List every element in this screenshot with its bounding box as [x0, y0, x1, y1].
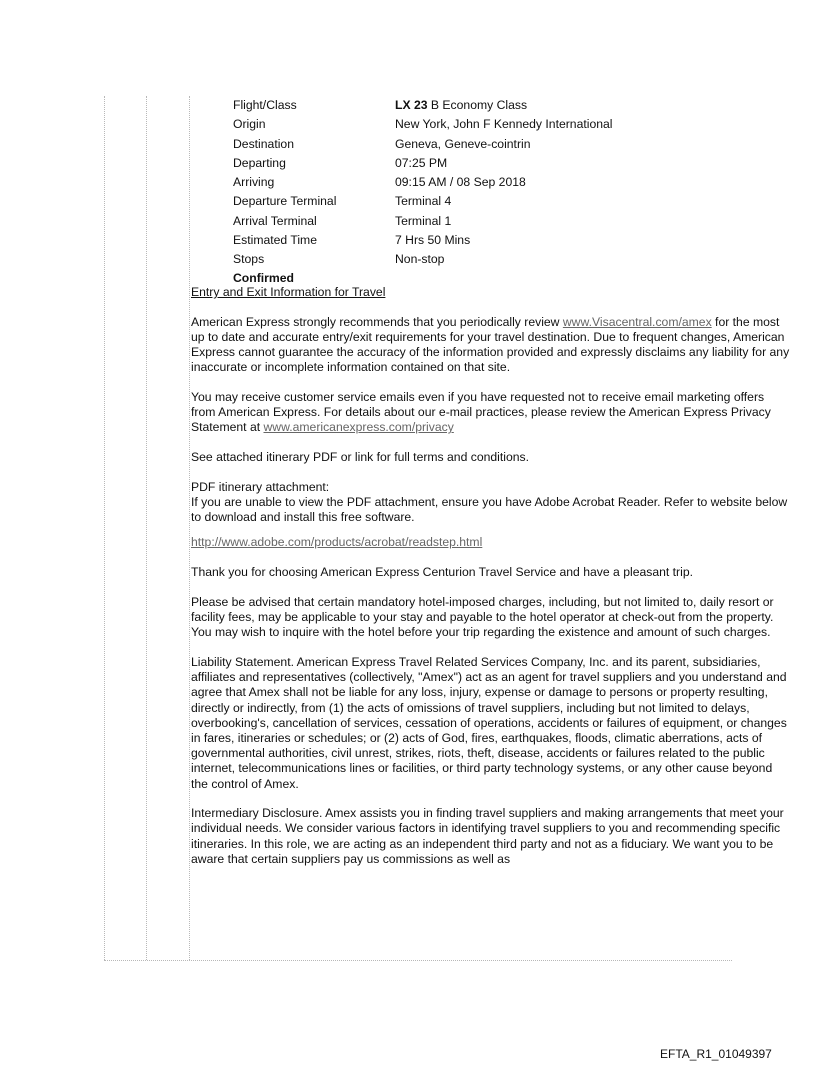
pdf-heading: PDF itinerary attachment: [191, 479, 330, 494]
entry-exit-heading: Entry and Exit Information for Travel [191, 285, 386, 299]
liability-paragraph: Liability Statement. American Express Travel Related Services Company, Inc. and its parent, subsidiaries, affiliates and representatives (collectively, "Amex") act as an agent for travel suppliers and you understand and agree that Amex shall not be liable for any loss, injury, expense or damage to persons or property resulting, directly or indirectly, from (1) the acts of omissions of travel suppliers, including but not limited to delays, overbooking's, cancellation of services, cessation of operations, accidents or failures of equipment, or changes in fares, itineraries or schedules; or (2) acts of God, fires, earthquakes, floods, climatic aberrations, acts of governmental authorities, civil unrest, strikes, riots, theft, disease, accidents or failures related to the public internet, telecommunications lines or facilities, or third party technology systems, or any other cause beyond the control of Amex. [191, 654, 787, 791]
privacy-text: You may receive customer service emails even if you have requested not to receive email marketing offers from American Express. For details about our e-mail practices, please review the American Express Privacy Statement at [191, 390, 771, 435]
booking-status: Confirmed [233, 270, 294, 285]
table-border-left [104, 96, 105, 960]
flight-label: Flight/Class [233, 98, 297, 112]
flight-value [395, 96, 527, 115]
flight-label: Arrival Terminal [233, 213, 317, 228]
flight-label: Departure Terminal [233, 194, 337, 209]
flight-label: Departing [233, 155, 286, 170]
flight-label: Estimated Time [233, 233, 317, 248]
visa-text-start: American Express strongly recommends that you periodically review [191, 314, 563, 329]
table-border-bottom [104, 960, 732, 961]
visa-paragraph [191, 315, 791, 376]
adobe-link-paragraph [191, 535, 791, 550]
thanks-paragraph: Thank you for choosing American Express Centurion Travel Service and have a pleasant trip. [191, 565, 693, 580]
hotel-charges-paragraph: Please be advised that certain mandatory hotel-imposed charges, including, but not limited to, daily resort or facility fees, may be applicable to your stay and payable to the hotel operator at check-out from the property. You may wish to inquire with the hotel before your trip regarding the existence and amount of such charges. [191, 594, 774, 640]
flight-row-departing [233, 154, 612, 173]
flight-value: 09:15 AM / 08 Sep 2018 [395, 175, 526, 190]
intermediary-paragraph: Intermediary Disclosure. Amex assists you in finding travel suppliers and making arrangements that meet your individual needs. We consider various factors in identifying travel suppliers to you and recommending specific itineraries. In this role, we are acting as an independent third party and not as a fiduciary. We want you to be aware that certain suppliers pay us commissions as well as [191, 806, 784, 866]
itinerary-notes [191, 285, 791, 867]
flight-value: Terminal 4 [395, 194, 452, 209]
pdf-paragraph: If you are unable to view the PDF attachment, ensure you have Adobe Acrobat Reader. Refer to website below to download and install this free software. [191, 495, 788, 525]
flight-value: New York, John F Kennedy International [395, 117, 613, 132]
flight-label: Stops [233, 252, 265, 267]
flight-code: LX 23 [395, 98, 428, 112]
flight-value: 7 Hrs 50 Mins [395, 233, 471, 248]
visa-text-end: for the most up to date and accurate entry/exit requirements for your travel destination. Due to frequent changes, American Express cannot guarantee the accuracy of the information provided and expressly disclaims any liability for any inaccurate or incomplete information contained on that site. [191, 314, 790, 375]
privacy-link[interactable]: www.americanexpress.com/privacy [263, 420, 454, 435]
flight-row-flight-class [233, 96, 612, 115]
flight-value: Non-stop [395, 252, 445, 267]
privacy-paragraph [191, 390, 791, 436]
terms-paragraph: See attached itinerary PDF or link for full terms and conditions. [191, 450, 530, 465]
flight-row-estimated-time [233, 231, 612, 250]
flight-label: Destination [233, 136, 294, 151]
flight-value: Terminal 1 [395, 213, 452, 228]
flight-row-origin [233, 115, 612, 134]
flight-row-departure-terminal [233, 192, 612, 211]
flight-details [233, 96, 612, 287]
flight-class: B Economy Class [427, 98, 528, 112]
table-border-content [189, 96, 190, 960]
adobe-link[interactable]: http://www.adobe.com/products/acrobat/readstep.html [191, 535, 483, 550]
flight-row-stops [233, 250, 612, 269]
flight-value: Geneva, Geneve-cointrin [395, 136, 531, 151]
flight-row-destination [233, 135, 612, 154]
visacentral-link[interactable]: www.Visacentral.com/amex [562, 314, 712, 329]
table-border-mid [146, 96, 147, 960]
flight-label: Origin [233, 117, 266, 132]
flight-row-arrival-terminal [233, 212, 612, 231]
flight-value: 07:25 PM [395, 155, 448, 170]
flight-row-arriving [233, 173, 612, 192]
flight-label: Arriving [233, 175, 275, 190]
document-id: EFTA_R1_01049397 [660, 1047, 772, 1061]
